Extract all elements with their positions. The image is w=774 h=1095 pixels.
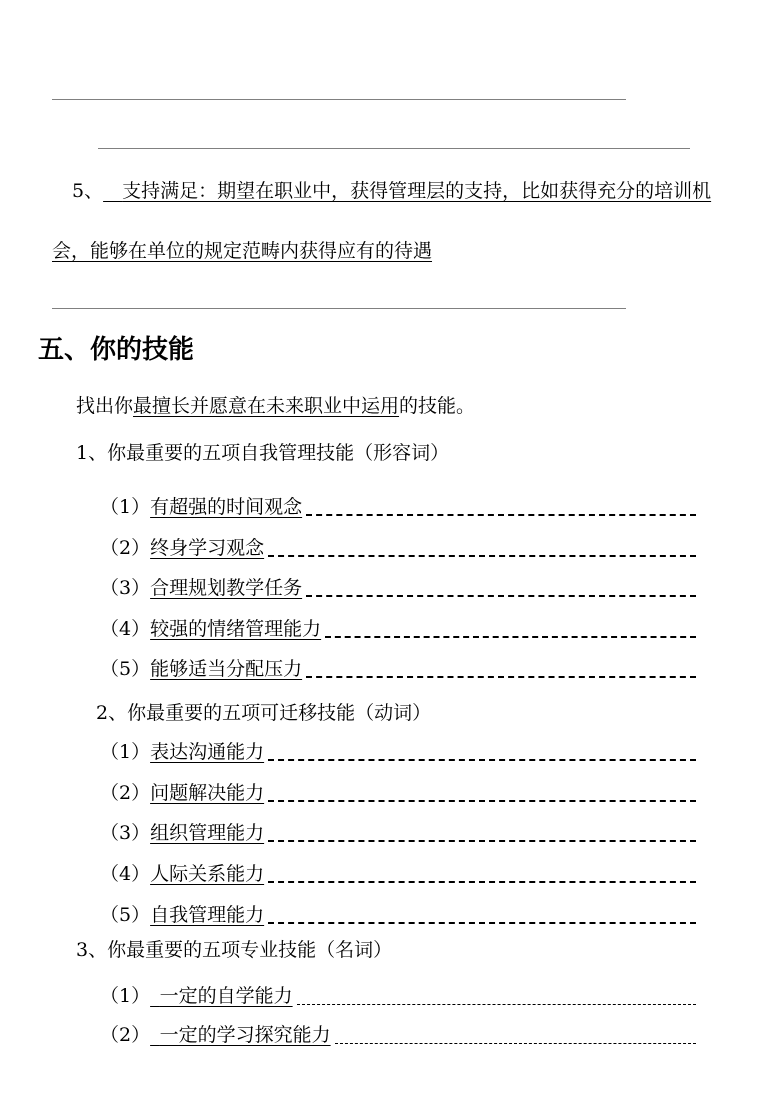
skill-item: （2） 终身学习观念 [100,535,696,561]
answer-blank [268,800,696,802]
section-intro: 找出你最擅长并愿意在未来职业中运用的技能。 [76,395,476,417]
skill-item: （3） 合理规划教学任务 [100,575,696,601]
blank-answer-line [52,308,626,309]
answer-blank [268,840,696,842]
item-5-text: 支持满足：期望在职业中，获得管理层的支持，比如获得充分的培训机 [122,180,712,202]
skill-item: （5） 能够适当分配压力 [100,656,696,682]
answer-blank [306,676,696,678]
skill-item: （4） 较强的情绪管理能力 [100,616,696,642]
skill-item: （3） 组织管理能力 [100,820,696,846]
skill-item: （1） 表达沟通能力 [100,739,696,765]
section-heading: 五、你的技能 [38,335,195,365]
blank-answer-line [98,148,690,149]
item-5-number: 5、 [72,180,104,202]
self-management-title: 1、你最重要的五项自我管理技能（形容词） [76,442,450,464]
answer-blank [335,1043,696,1044]
answer-blank [297,1004,696,1005]
item-5-line-1 [72,178,711,204]
skill-item: （1） 有超强的时间观念 [100,494,696,520]
answer-blank [325,636,696,638]
item-5-line-2: 会，能够在单位的规定范畴内获得应有的待遇 [52,240,433,262]
skill-item: （2） 问题解决能力 [100,780,696,806]
skill-item: （4） 人际关系能力 [100,861,696,887]
skill-item: （1） 一定的自学能力 [100,983,696,1009]
professional-title: 3、你最重要的五项专业技能（名词） [76,939,393,961]
answer-blank [306,595,696,597]
blank-answer-line [52,99,626,100]
answer-blank [268,922,696,924]
answer-blank [268,555,696,557]
transferable-title: 2、你最重要的五项可迁移技能（动词） [96,702,432,724]
skill-item: （2） 一定的学习探究能力 [100,1022,696,1048]
answer-blank [268,881,696,883]
answer-blank [306,514,696,516]
skill-item: （5） 自我管理能力 [100,902,696,928]
answer-blank [268,759,696,761]
